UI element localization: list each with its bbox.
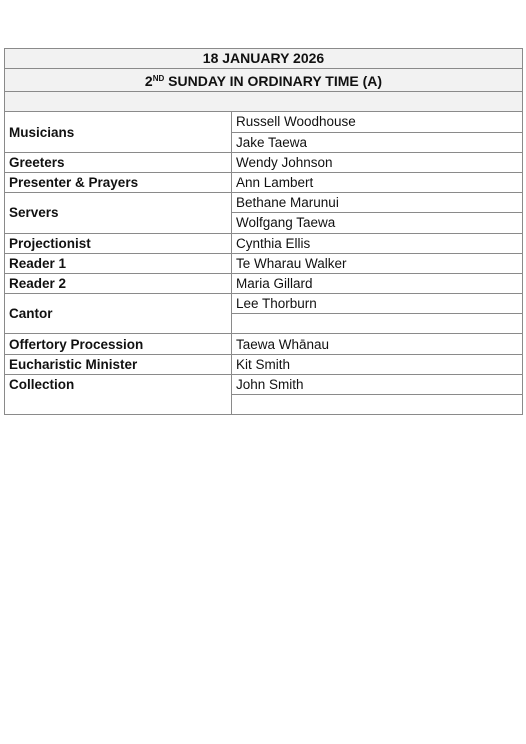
name-cell-empty <box>232 395 523 415</box>
table-row <box>5 193 523 213</box>
role-cell-projectionist: Projectionist <box>5 233 232 253</box>
table-row <box>5 354 523 374</box>
table-row <box>5 152 523 172</box>
role-cell-presenter-prayers: Presenter & Prayers <box>5 172 232 192</box>
name-cell: Wolfgang Taewa <box>232 213 523 233</box>
name-cell: Kit Smith <box>232 354 523 374</box>
name-cell-empty <box>232 314 523 334</box>
blank-cell <box>5 92 523 112</box>
name-cell: Cynthia Ellis <box>232 233 523 253</box>
table-row <box>5 334 523 354</box>
name-cell: Ann Lambert <box>232 172 523 192</box>
role-cell-eucharistic-minister: Eucharistic Minister <box>5 354 232 374</box>
name-cell: Taewa Whānau <box>232 334 523 354</box>
table-row <box>5 112 523 132</box>
header-row-date <box>5 49 523 69</box>
header-row-title <box>5 69 523 92</box>
title-day-number: 2 <box>144 73 153 90</box>
name-cell: Lee Thorburn <box>232 294 523 314</box>
title-day-suffix: ND <box>152 74 165 84</box>
name-cell: Wendy Johnson <box>232 152 523 172</box>
role-cell-collection: Collection <box>5 374 232 414</box>
header-row-blank <box>5 92 523 112</box>
role-cell-greeters: Greeters <box>5 152 232 172</box>
role-cell-servers: Servers <box>5 193 232 233</box>
table-row <box>5 374 523 394</box>
title-rest: SUNDAY IN ORDINARY TIME (A) <box>164 73 383 90</box>
role-cell-reader-1: Reader 1 <box>5 253 232 273</box>
name-cell: Maria Gillard <box>232 273 523 293</box>
roster-table <box>4 48 523 415</box>
name-cell: Russell Woodhouse <box>232 112 523 132</box>
role-cell-cantor: Cantor <box>5 294 232 334</box>
role-cell-offertory-procession: Offertory Procession <box>5 334 232 354</box>
roster-title <box>5 69 523 92</box>
table-row <box>5 172 523 192</box>
role-cell-reader-2: Reader 2 <box>5 273 232 293</box>
name-cell: Te Wharau Walker <box>232 253 523 273</box>
table-row <box>5 253 523 273</box>
name-cell: Bethane Marunui <box>232 193 523 213</box>
name-cell: Jake Taewa <box>232 132 523 152</box>
name-cell: John Smith <box>232 374 523 394</box>
roster-date: 18 JANUARY 2026 <box>5 49 523 69</box>
table-row <box>5 273 523 293</box>
table-row <box>5 233 523 253</box>
table-row <box>5 294 523 314</box>
role-cell-musicians: Musicians <box>5 112 232 152</box>
